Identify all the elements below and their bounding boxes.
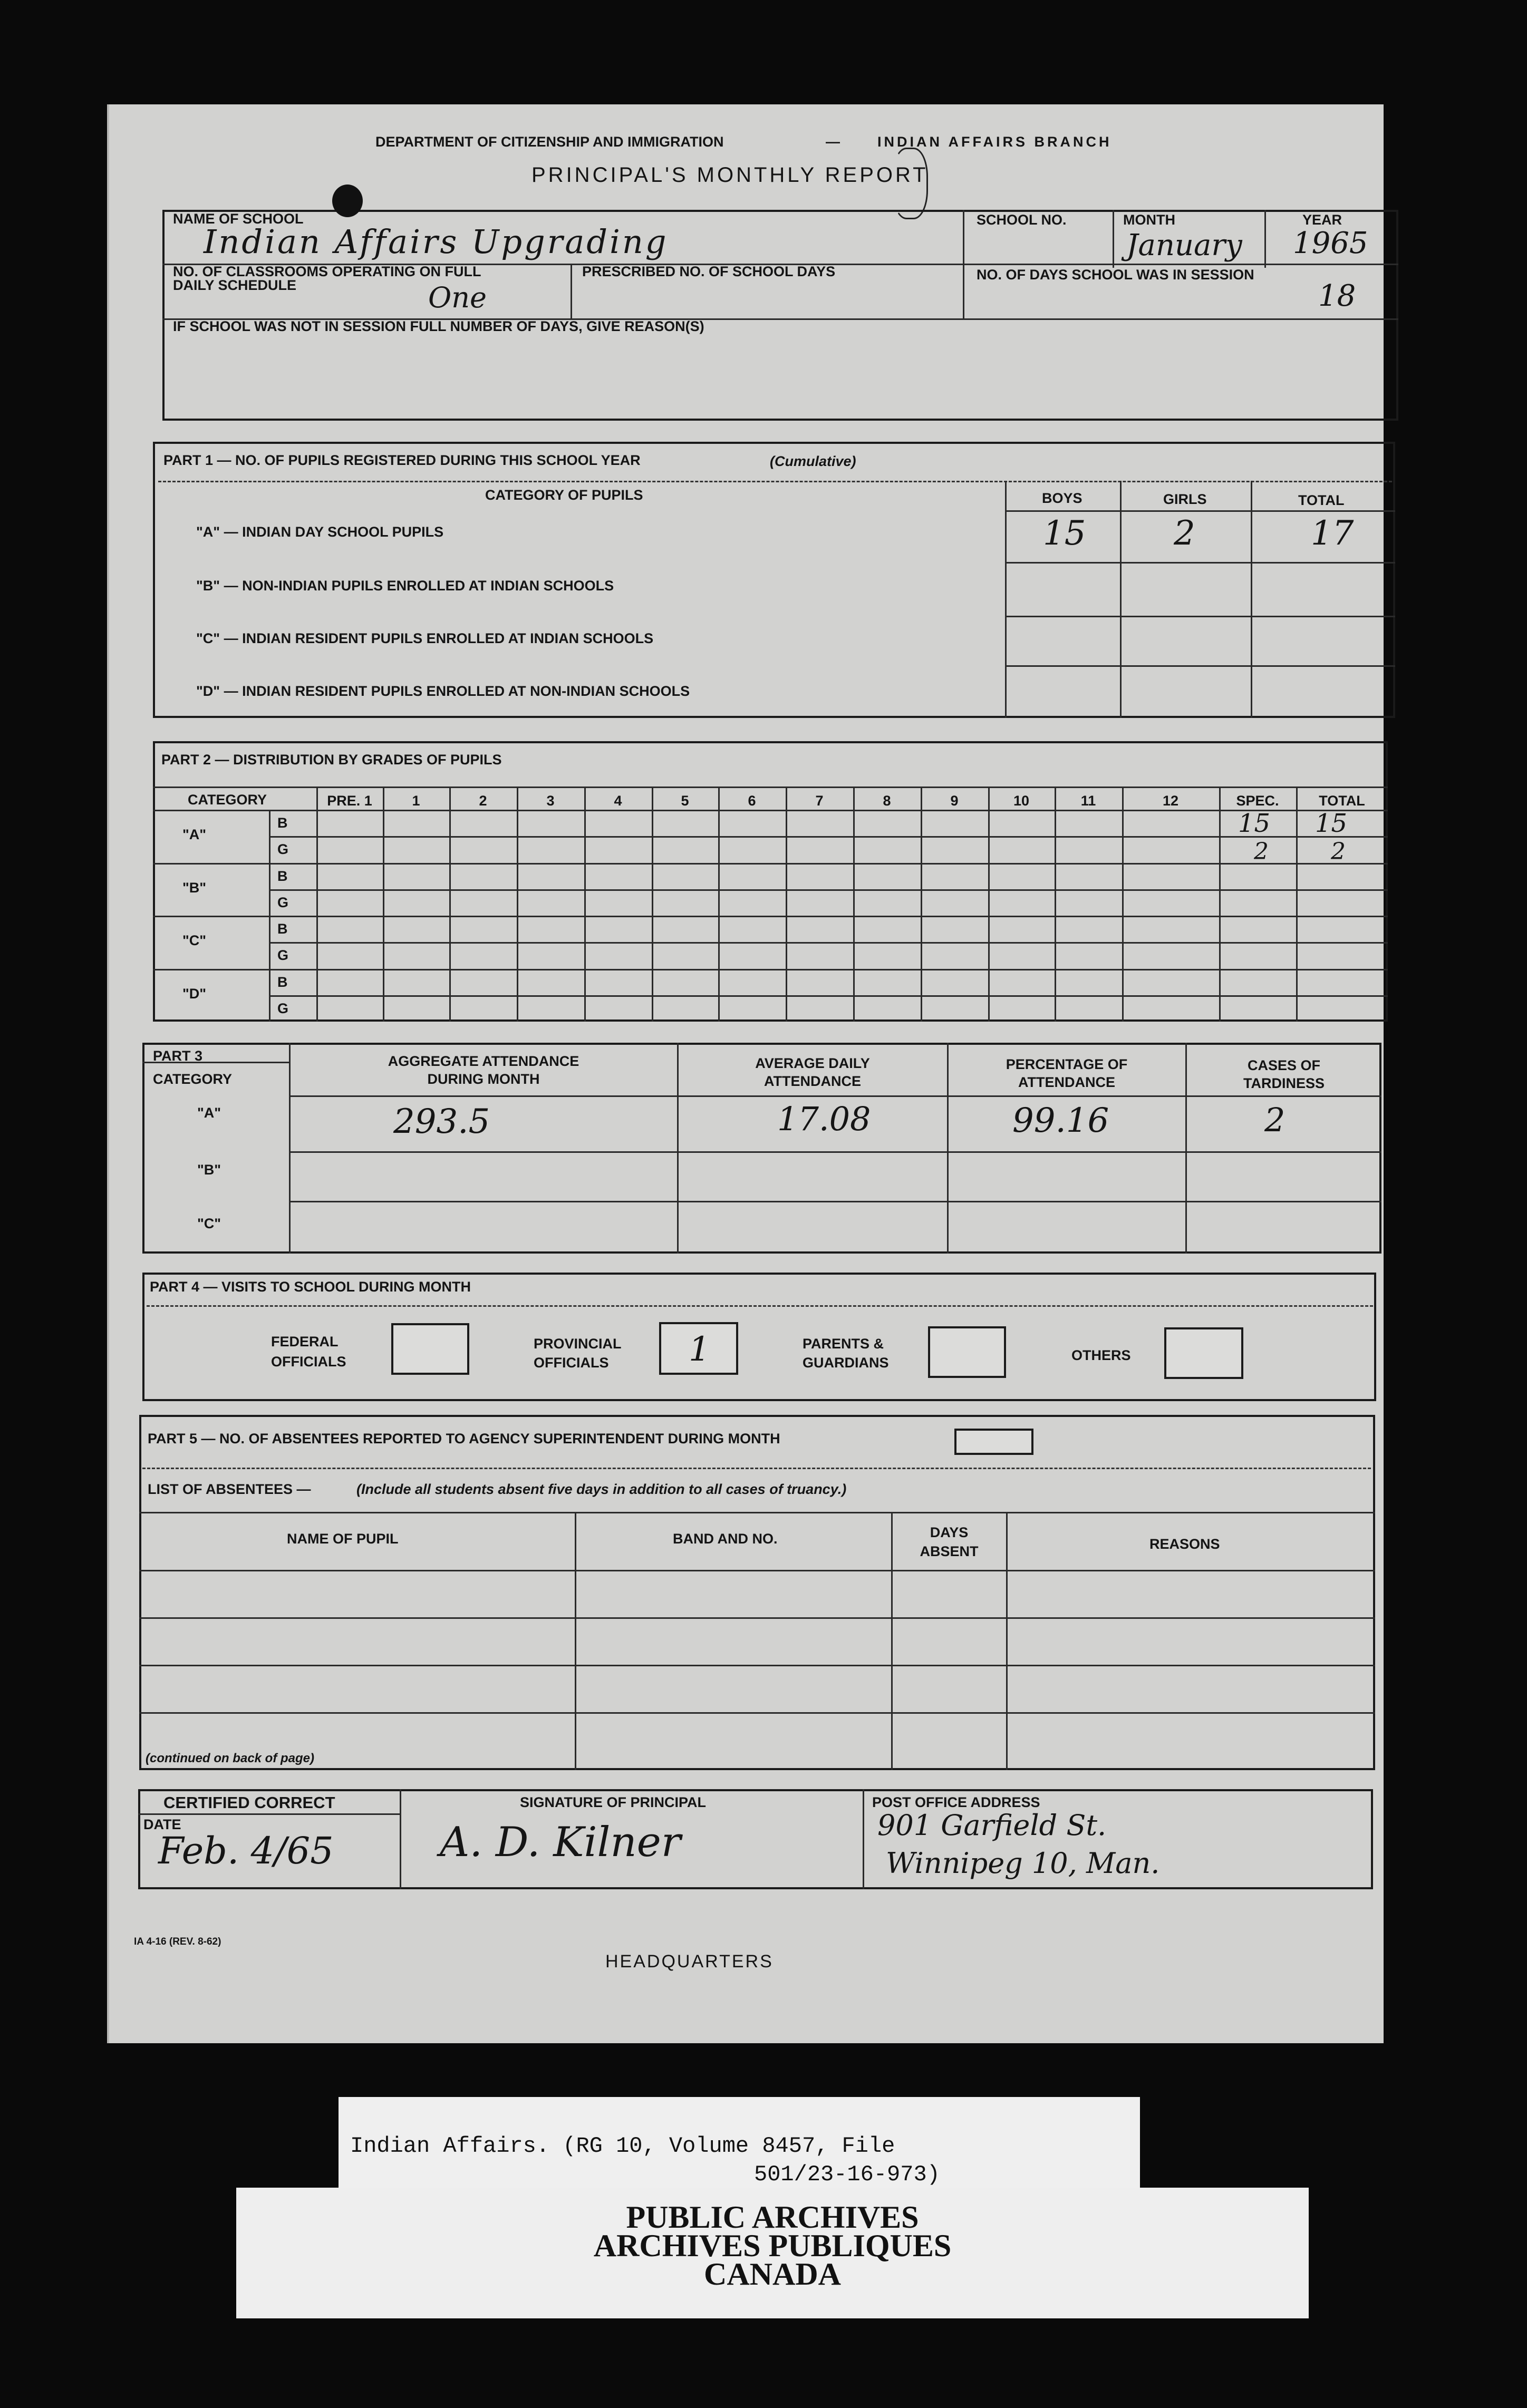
part2-grade-header: 6 — [748, 793, 756, 809]
part3-title: PART 3 — [153, 1048, 203, 1064]
part2-category-header: CATEGORY — [188, 792, 267, 808]
part2-sex-label: G — [277, 841, 289, 857]
part2-box — [153, 741, 1388, 1022]
part1-row-d: "D" — INDIAN RESIDENT PUPILS ENROLLED AT NON-INDIAN SCHOOLS — [196, 683, 690, 699]
federal-label-2: OFFICIALS — [271, 1354, 346, 1370]
part1-a-girls: 2 — [1174, 514, 1195, 553]
provincial-label-1: PROVINCIAL — [534, 1336, 622, 1352]
others-visits-box — [1164, 1327, 1243, 1379]
part3-header-average-1: AVERAGE DAILY — [755, 1055, 870, 1071]
part3-a-average: 17.08 — [777, 1100, 871, 1138]
part2-grade-header: 12 — [1162, 793, 1179, 809]
address-line-2: Winnipeg 10, Man. — [886, 1847, 1160, 1880]
school-name-value: Indian Affairs Upgrading — [204, 222, 669, 261]
part2-sex-label: B — [277, 921, 288, 937]
form-number: IA 4-16 (REV. 8-62) — [134, 1936, 221, 1947]
branch-text: INDIAN AFFAIRS BRANCH — [877, 134, 1112, 150]
part2-sex-label: B — [277, 974, 288, 990]
department-text: DEPARTMENT OF CITIZENSHIP AND IMMIGRATION — [375, 134, 724, 150]
absentee-days-header-1: DAYS — [930, 1525, 969, 1540]
absentee-band-header: BAND AND NO. — [673, 1531, 778, 1547]
part3-header-tardiness-2: TARDINESS — [1243, 1075, 1325, 1091]
classrooms-label-2: DAILY SCHEDULE — [173, 277, 297, 293]
part3-header-tardiness-1: CASES OF — [1247, 1057, 1321, 1073]
part2-a-boys-spec: 15 — [1238, 809, 1271, 838]
school-no-label: SCHOOL NO. — [977, 212, 1067, 228]
part3-header-aggregate-2: DURING MONTH — [427, 1071, 540, 1087]
part3-category-header: CATEGORY — [153, 1071, 233, 1087]
part1-row-c: "C" — INDIAN RESIDENT PUPILS ENROLLED AT INDIAN SCHOOLS — [196, 630, 654, 646]
part2-grade-header: 5 — [681, 793, 689, 809]
part2-category-label: "C" — [182, 933, 207, 948]
part2-grade-header: 9 — [950, 793, 959, 809]
part2-category-label: "B" — [182, 880, 207, 896]
part3-header-average-2: ATTENDANCE — [764, 1073, 861, 1089]
date-value: Feb. 4/65 — [158, 1829, 334, 1872]
part1-header-girls: GIRLS — [1163, 491, 1207, 507]
days-in-session-value: 18 — [1318, 279, 1356, 313]
school-name-label: NAME OF SCHOOL — [173, 211, 304, 227]
part4-title: PART 4 — VISITS TO SCHOOL DURING MONTH — [150, 1279, 471, 1295]
address-label: POST OFFICE ADDRESS — [872, 1794, 1040, 1810]
others-label: OTHERS — [1071, 1347, 1131, 1363]
ink-blot — [332, 185, 363, 217]
provincial-visits-value: 1 — [689, 1330, 710, 1369]
header-dash: — — [826, 134, 840, 150]
absentee-reasons-header: REASONS — [1149, 1536, 1220, 1552]
parents-label-2: GUARDIANS — [803, 1355, 889, 1371]
archive-reference-line-2: 501/23-16-973) — [754, 2162, 940, 2187]
part3-a-tardiness: 2 — [1264, 1101, 1286, 1139]
part2-a-girls-total: 2 — [1331, 838, 1346, 865]
archive-stamp-line-3: CANADA — [704, 2257, 841, 2292]
part2-category-label: "D" — [182, 986, 207, 1002]
part2-grade-header: 4 — [614, 793, 622, 809]
headquarters-label: HEADQUARTERS — [605, 1951, 774, 1972]
part1-a-total: 17 — [1311, 514, 1354, 553]
part2-sex-label: B — [277, 868, 288, 884]
part1-row-b: "B" — NON-INDIAN PUPILS ENROLLED AT INDIAN SCHOOLS — [196, 578, 614, 594]
classrooms-label-1: NO. OF CLASSROOMS OPERATING ON FULL — [173, 264, 481, 279]
address-line-1: 901 Garfield St. — [877, 1809, 1107, 1842]
absentees-list-note: (Include all students absent five days in addition to all cases of truancy.) — [356, 1481, 847, 1497]
part2-grade-header: 2 — [479, 793, 487, 809]
part2-grade-header: 1 — [412, 793, 420, 809]
absentee-days-header-2: ABSENT — [920, 1543, 979, 1559]
absentee-name-header: NAME OF PUPIL — [287, 1531, 399, 1547]
part2-grade-header: 10 — [1013, 793, 1030, 809]
part2-sex-label: B — [277, 815, 288, 831]
part2-a-boys-total: 15 — [1315, 809, 1348, 838]
archive-stamp-line-2: ARCHIVES PUBLIQUES — [593, 2228, 952, 2263]
part2-sex-label: G — [277, 1001, 289, 1016]
parents-visits-box — [928, 1326, 1006, 1378]
part1-title-note: (Cumulative) — [770, 453, 856, 469]
report-title: PRINCIPAL'S MONTHLY REPORT — [531, 163, 929, 187]
archive-stamp-line-1: PUBLIC ARCHIVES — [626, 2200, 919, 2235]
absentees-list-label: LIST OF ABSENTEES — — [148, 1481, 311, 1497]
part1-header-category: CATEGORY OF PUPILS — [485, 487, 643, 503]
part1-title: PART 1 — NO. OF PUPILS REGISTERED DURING THIS SCHOOL YEAR — [163, 452, 641, 468]
classrooms-value: One — [428, 281, 487, 314]
year-label: YEAR — [1302, 212, 1342, 228]
signature-label: SIGNATURE OF PRINCIPAL — [520, 1794, 707, 1810]
federal-visits-box — [391, 1323, 469, 1375]
reason-label: IF SCHOOL WAS NOT IN SESSION FULL NUMBER OF DAYS, GIVE REASON(S) — [173, 318, 704, 334]
archive-reference-line-1: Indian Affairs. (RG 10, Volume 8457, File — [350, 2133, 895, 2159]
part2-a-girls-spec: 2 — [1254, 838, 1269, 865]
part3-header-aggregate-1: AGGREGATE ATTENDANCE — [388, 1053, 579, 1069]
days-in-session-label: NO. OF DAYS SCHOOL WAS IN SESSION — [977, 267, 1254, 283]
part3-row-a-label: "A" — [197, 1105, 221, 1121]
part2-sex-label: G — [277, 895, 289, 910]
part3-row-b-label: "B" — [197, 1162, 221, 1178]
part1-row-a: "A" — INDIAN DAY SCHOOL PUPILS — [196, 524, 444, 540]
absentees-count-box — [954, 1429, 1033, 1455]
certified-label: CERTIFIED CORRECT — [163, 1793, 335, 1812]
part2-grade-header: PRE. 1 — [327, 793, 372, 809]
continued-note: (continued on back of page) — [146, 1751, 315, 1765]
part1-a-boys: 15 — [1043, 514, 1086, 553]
date-label: DATE — [143, 1817, 181, 1832]
prescribed-days-label: PRESCRIBED NO. OF SCHOOL DAYS — [582, 264, 836, 279]
year-value: 1965 — [1293, 226, 1368, 260]
part3-a-percentage: 99.16 — [1012, 1101, 1109, 1140]
part2-grade-header: 11 — [1080, 793, 1096, 809]
part1-header-total: TOTAL — [1298, 492, 1345, 508]
part2-category-label: "A" — [182, 827, 207, 842]
part2-grade-header: TOTAL — [1319, 793, 1365, 809]
part2-grade-header: 7 — [815, 793, 824, 809]
provincial-label-2: OFFICIALS — [534, 1355, 609, 1371]
bracket-mark — [892, 148, 928, 219]
part3-row-c-label: "C" — [197, 1216, 221, 1231]
signature-value: A. D. Kilner — [440, 1819, 681, 1866]
part1-header-boys: BOYS — [1042, 490, 1083, 506]
part2-title: PART 2 — DISTRIBUTION BY GRADES OF PUPILS — [161, 752, 502, 768]
month-value: January — [1126, 228, 1242, 263]
month-label: MONTH — [1123, 212, 1175, 228]
part2-grade-header: 3 — [546, 793, 555, 809]
provincial-visits-box — [659, 1322, 738, 1375]
federal-label-1: FEDERAL — [271, 1334, 339, 1349]
part5-title: PART 5 — NO. OF ABSENTEES REPORTED TO AGENCY SUPERINTENDENT DURING MONTH — [148, 1431, 780, 1446]
parents-label-1: PARENTS & — [803, 1336, 884, 1352]
part2-sex-label: G — [277, 947, 289, 963]
part3-header-percentage-1: PERCENTAGE OF — [1006, 1056, 1128, 1072]
part2-grade-header: SPEC. — [1236, 793, 1279, 809]
part3-header-percentage-2: ATTENDANCE — [1018, 1074, 1115, 1090]
part3-a-aggregate: 293.5 — [393, 1102, 490, 1141]
part2-grade-header: 8 — [883, 793, 891, 809]
